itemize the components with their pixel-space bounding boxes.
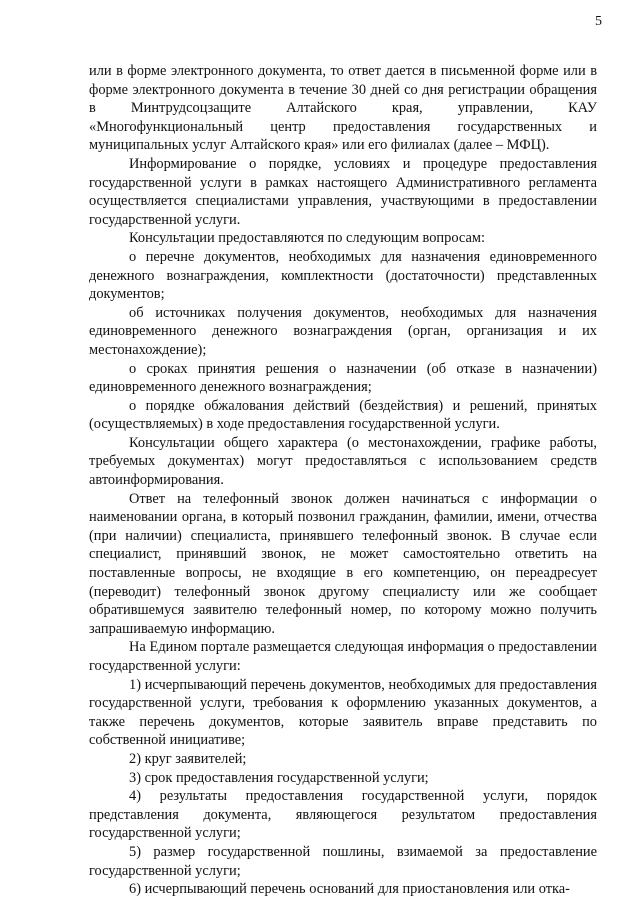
paragraph-general-consultations: Консультации общего характера (о местонахождении, графике работы, требуемых документах) могут предоставляться с использованием средств автоинформирования.	[89, 434, 597, 489]
list-item-3: 3) срок предоставления государственной услуги;	[129, 769, 429, 786]
list-item-6: 6) исчерпывающий перечень оснований для приостановления или отка-	[129, 881, 570, 898]
document-body	[89, 62, 597, 899]
list-item-5: 5) размер государственной пошлины, взимаемой за предоставление государственной услуги;	[89, 843, 597, 879]
paragraph-topic-appeal: о порядке обжалования действий (бездействия) и решений, принятых (осуществляемых) в ходе предоставления государственной услуги.	[89, 397, 597, 433]
list-item-2: 2) круг заявителей;	[129, 750, 247, 767]
page-number: 5	[595, 14, 602, 29]
paragraph-topic-documents: о перечне документов, необходимых для назначения единовременного денежного вознаграждения, комплектности (достаточности) представленных документов;	[89, 248, 597, 303]
list-item-1: 1) исчерпывающий перечень документов, необходимых для предоставления государственной услуги, требования к оформлению указанных документов, а также перечень документов, которые заявитель вправе представить по собственной инициативе;	[89, 676, 597, 749]
paragraph-phone-call: Ответ на телефонный звонок должен начинаться с информации о наименовании органа, в который позвонил гражданин, фамилии, имени, отчества (при наличии) специалиста, принявшего телефонный звонок. В случае если специалист, принявший звонок, не может самостоятельно ответить на поставленные вопросы, не входящие в его компетенцию, он переадресует (переводит) телефонный звонок другому специалисту или же сообщает обратившемуся заявителю телефонный номер, по которому можно получить запрашиваемую информацию.	[89, 490, 597, 637]
paragraph-continuation: или в форме электронного документа, то ответ дается в письменной форме или в форме электронного документа в течение 30 дней со дня регистрации обращения в Минтрудсоцзащите Алтайского края, управлении, КАУ «Многофункциональный центр предоставления государственных и муниципальных услуг Алтайского края» или его филиалах (далее – МФЦ).	[89, 63, 597, 154]
list-item-4: 4) результаты предоставления государственной услуги, порядок представления документа, являющегося результатом предоставления государственной услуги;	[89, 788, 597, 842]
paragraph-informing: Информирование о порядке, условиях и процедуре предоставления государственной услуги в рамках настоящего Административного регламента осуществляется специалистами управления, участвующими в предоставлении государственной услуги.	[89, 155, 597, 228]
paragraph-portal-info: На Едином портале размещается следующая информация о предоставлении государственной услуги:	[89, 639, 597, 674]
paragraph-consultations: Консультации предоставляются по следующим вопросам:	[129, 230, 485, 247]
paragraph-topic-deadlines: о сроках принятия решения о назначении (об отказе в назначении) единовременного денежного вознаграждения;	[89, 360, 597, 396]
paragraph-topic-sources: об источниках получения документов, необходимых для назначения единовременного денежного вознаграждения (орган, организация и их местонахождение);	[89, 304, 597, 358]
